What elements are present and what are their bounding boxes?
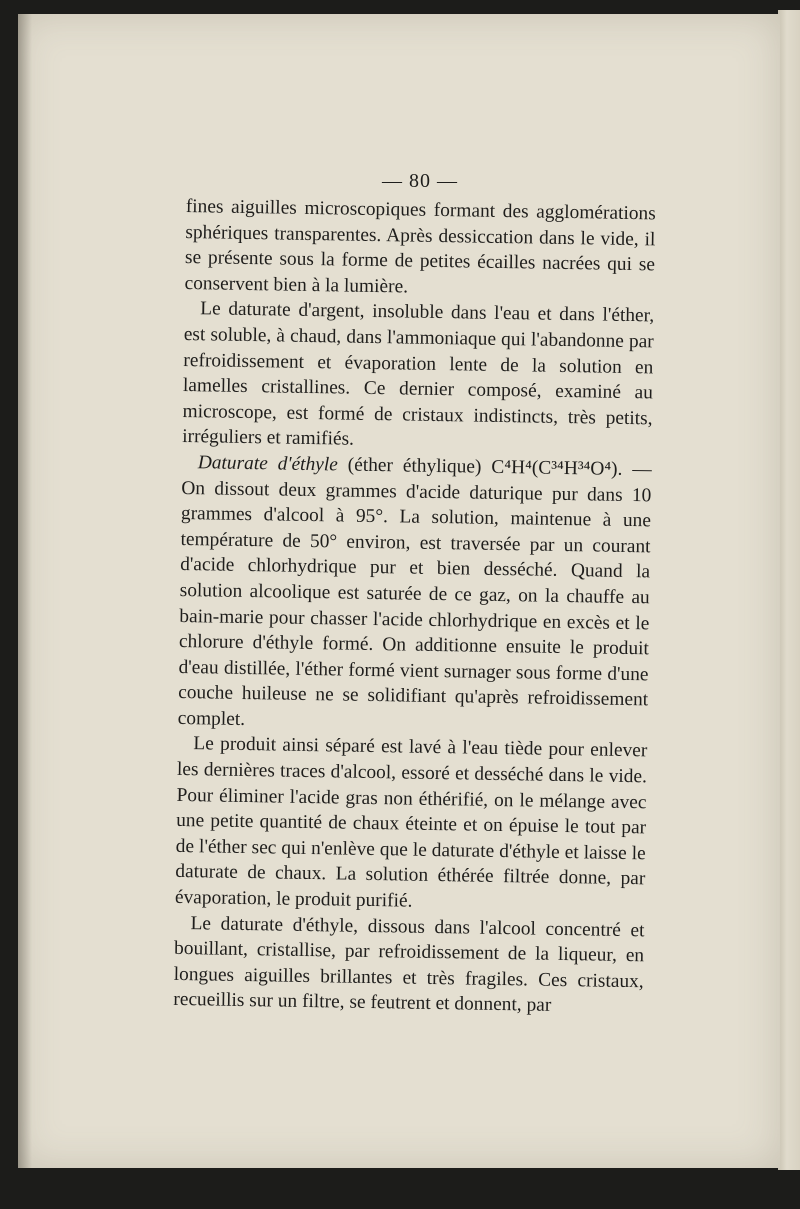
body-text bbox=[173, 194, 656, 1020]
page-number: — 80 — bbox=[382, 170, 458, 192]
paragraph-3-text: (éther éthylique) C⁴H⁴(C³⁴H³⁴O⁴). — On dissout deux grammes d'acide daturique pur dans 10 grammes d'alcool à 95°. La solution, maintenue à une température de 50° environ, est traversée par un courant d'acide chlorhydrique pur et bien desséché. Quand la solution alcoolique est saturée de ce gaz, on la chauffe au bain-marie pour chasser l'acide chlorhydrique en excès et le chlorure d'éthyle formé. On additionne ensuite le produit d'eau distillée, l'éther formé vient surnager sous forme d'une couche huileuse ne se solidifiant qu'après refroidissement complet. bbox=[177, 454, 652, 730]
section-heading: Daturate d'éthyle bbox=[197, 452, 338, 476]
paragraph-5: Le daturate d'éthyle, dissous dans l'alcool concentré et bouillant, cristallise, par refroidissement de la liqueur, en longues aiguilles brillantes et très fragiles. Ces cristaux, recueillis sur un filtre, se feutrent et donnent, par bbox=[173, 912, 645, 1017]
paragraph-1: fines aiguilles microscopiques formant des agglomérations sphériques transparentes. Après dessiccation dans le vide, il se présente sous la forme de petites écailles nacrées qui se conservent bien à la lumière. bbox=[184, 195, 656, 298]
paragraph-2: Le daturate d'argent, insoluble dans l'eau et dans l'éther, est soluble, à chaud, dans l'ammoniaque qui l'abandonne par refroidissement et évaporation lente de la solution en lamelles cristallines. Ce dernier composé, examiné au microscope, est formé de cristaux indistincts, très petits, irréguliers et ramifiés. bbox=[182, 298, 655, 451]
paragraph-4: Le produit ainsi séparé est lavé à l'eau tiède pour enlever les dernières traces d'alcool, essoré et desséché dans le vide. Pour éliminer l'acide gras non éthérifié, on le mélange avec une petite quantité de chaux éteinte et on épuise le tout par de l'éther sec qui n'enlève que le daturate d'éthyle et laisse le daturate de chaux. La solution éthérée filtrée donne, par évaporation, le produit purifié. bbox=[174, 733, 648, 912]
paragraph-3 bbox=[178, 450, 652, 739]
